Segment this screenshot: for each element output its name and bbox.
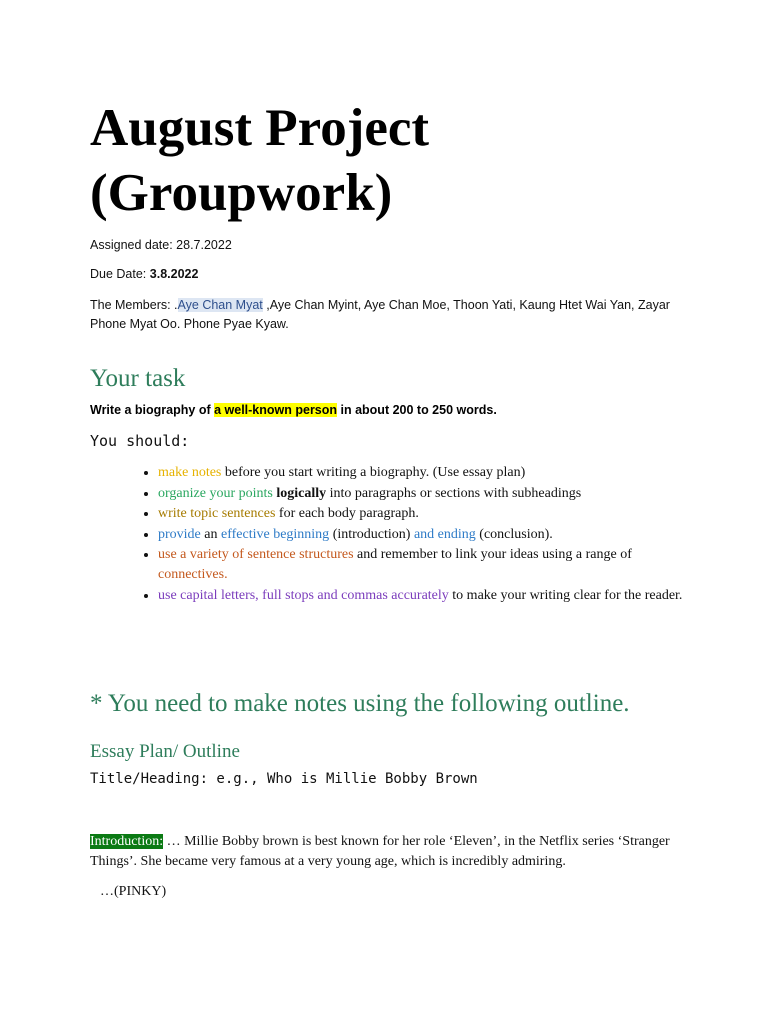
bullet-keyword: write topic sentences [158, 506, 276, 521]
introduction-label: Introduction: [90, 834, 164, 849]
members-label: The Members: . [90, 298, 178, 312]
due-date-value: 3.8.2022 [149, 267, 199, 281]
signoff: …(PINKY) [100, 884, 167, 899]
members-rest: ,Aye Chan Myint, Aye Chan Moe, Thoon Yati, Kaung Htet Wai Yan, Zayar Phone Myat Oo. Phone Pyae Kyaw. [90, 298, 670, 331]
task-heading: Your task [90, 365, 186, 392]
bullet-text-3: (conclusion). [475, 526, 553, 542]
list-item [158, 525, 698, 545]
bullet-keyword: organize your points [158, 485, 273, 501]
title-line-1: August Project [90, 99, 430, 157]
bullet-text: into paragraphs or sections with subheadings [326, 485, 582, 501]
bullet-text-2: (introduction) [329, 526, 414, 542]
title-heading-example: Title/Heading: e.g., Who is Millie Bobby Brown [90, 771, 478, 787]
requirements-list [130, 463, 698, 606]
due-date [90, 267, 198, 281]
assigned-date-label: Assigned date: [90, 238, 177, 252]
member-highlighted: Aye Chan Myat [177, 298, 263, 312]
task-line-highlight: a well-known person [214, 403, 338, 417]
bullet-keyword: use capital letters, full stops and commas accurately [158, 587, 449, 603]
task-line-before: Write a biography of [90, 403, 215, 417]
introduction-text: … Millie Bobby brown is best known for her role ‘Eleven’, in the Netflix series ‘Stranger Things’. She became very famous at a very young age, which is incredibly admiring. [90, 834, 670, 869]
bullet-keyword-2: connectives. [158, 567, 228, 582]
essay-plan-heading: Essay Plan/ Outline [90, 741, 240, 762]
list-item [158, 463, 698, 483]
members-list [90, 296, 690, 334]
title-line-2: (Groupwork) [90, 164, 393, 222]
document-title [90, 96, 429, 226]
list-item [158, 545, 698, 585]
bullet-keyword-3: and ending [413, 526, 476, 542]
list-item [158, 504, 698, 524]
bullet-text: before you start writing a biography. (Use essay plan) [221, 465, 526, 480]
bullet-text: an [200, 526, 221, 542]
bullet-text: and remember to link your ideas using a range of [353, 547, 632, 562]
bullet-bold: logically [276, 485, 327, 501]
bullet-keyword: use a variety of sentence structures [158, 547, 354, 562]
list-item [158, 484, 698, 504]
outline-heading: * You need to make notes using the following outline. [90, 690, 630, 717]
assigned-date [90, 238, 232, 252]
due-date-label: Due Date: [90, 267, 150, 281]
you-should-label: You should: [90, 432, 190, 450]
list-item [158, 586, 698, 606]
task-line-after: in about 200 to 250 words. [337, 403, 497, 417]
assigned-date-value: 28.7.2022 [176, 238, 232, 252]
bullet-keyword-2: effective beginning [220, 526, 330, 542]
bullet-text: for each body paragraph. [275, 506, 419, 521]
introduction-paragraph [90, 832, 680, 872]
bullet-keyword: provide [158, 526, 201, 542]
bullet-text: to make your writing clear for the reader. [448, 587, 683, 603]
bullet-keyword: make notes [158, 465, 222, 480]
task-instruction [90, 403, 497, 417]
